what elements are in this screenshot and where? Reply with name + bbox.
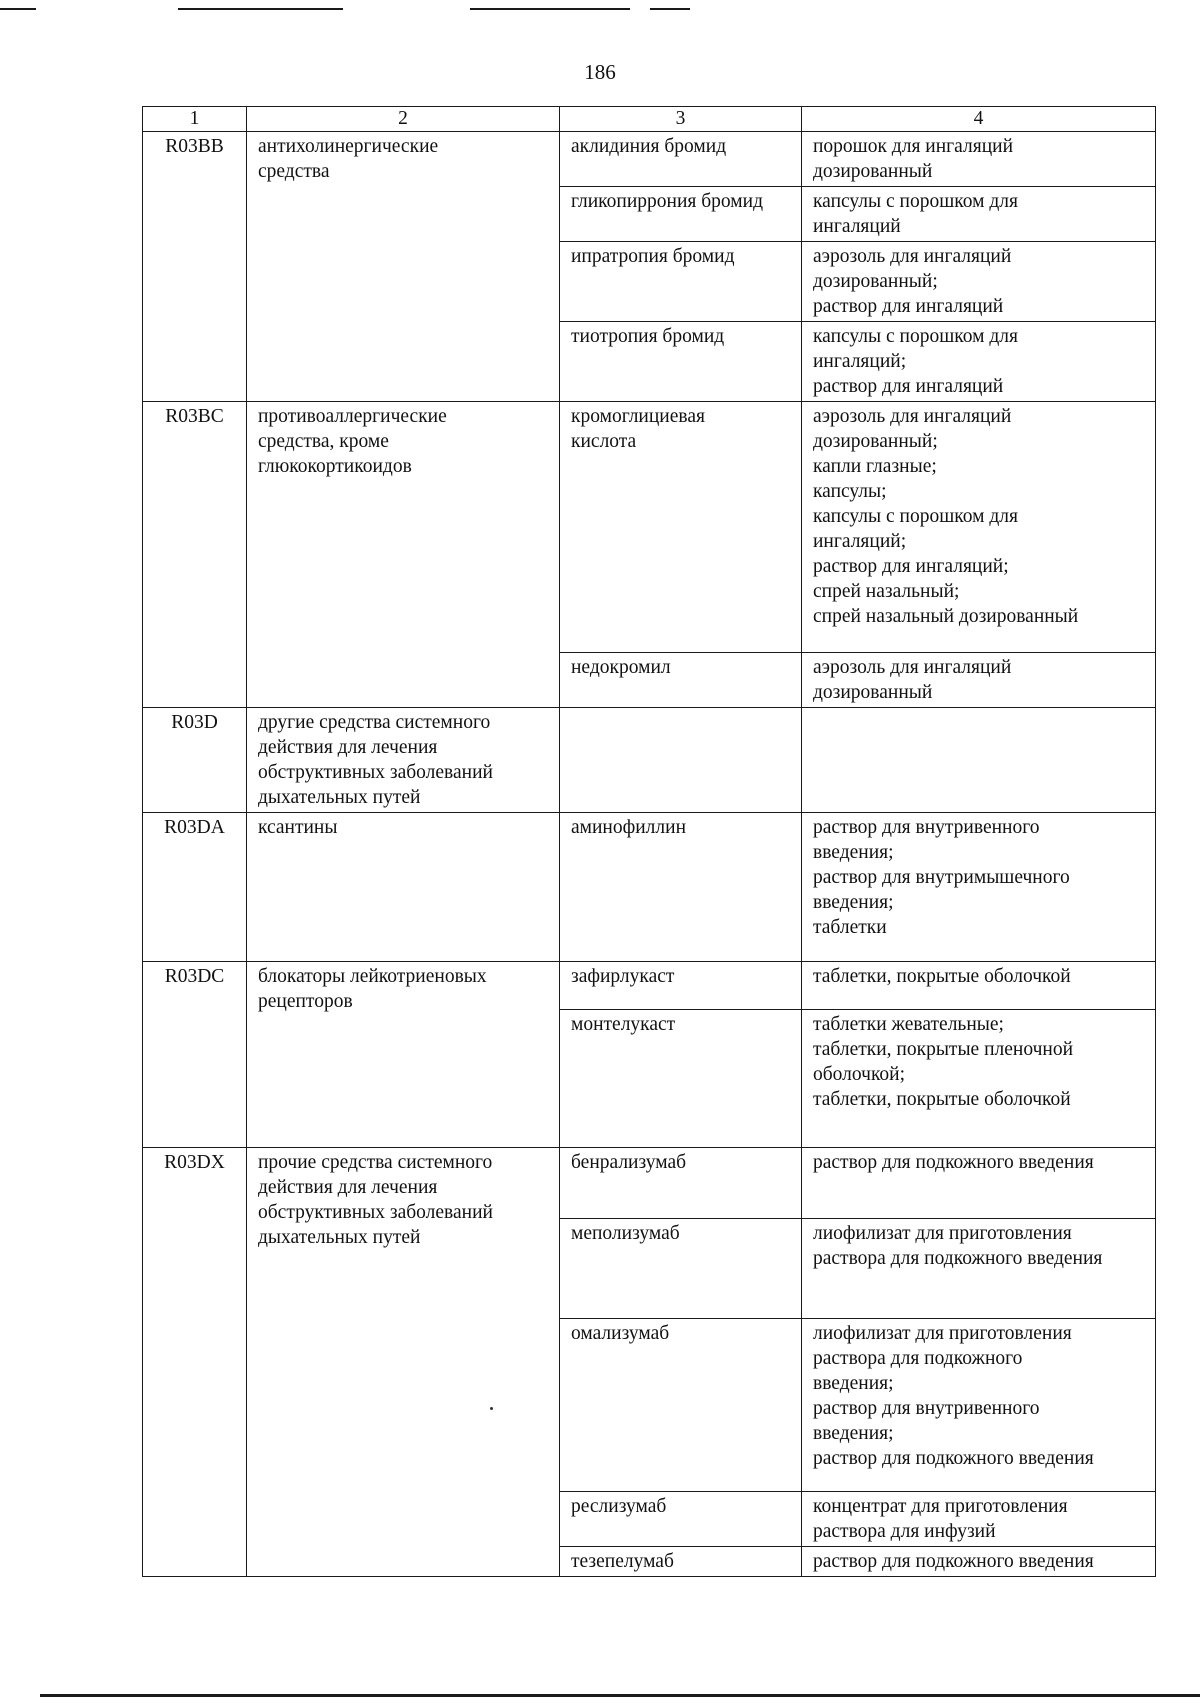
table-row [143, 1148, 1156, 1219]
substance-name: тезепелумаб [571, 1551, 674, 1572]
dosage-form-cell [802, 708, 1156, 813]
atc-group-name: ксантины [258, 817, 338, 838]
substance-cell [560, 1219, 802, 1319]
dosage-forms: аэрозоль для ингаляций дозированный; капли глазные; капсулы; капсулы с порошком для ингаляций; раствор для ингаляций; спрей назальный; спрей назальный дозированный [813, 406, 1079, 627]
substance-name: кромоглициевая кислота [571, 406, 705, 452]
substance-cell [560, 187, 802, 242]
substance-cell [560, 708, 802, 813]
dosage-form-cell [802, 962, 1156, 1010]
column-header-1: 1 [143, 107, 247, 132]
dosage-forms: таблетки, покрытые оболочкой [813, 966, 1071, 987]
atc-group-name-cell [247, 132, 560, 402]
column-header-2: 2 [247, 107, 560, 132]
substance-name: аклидиния бромид [571, 136, 727, 157]
atc-group-name: противоаллергические средства, кроме глюкокортикоидов [258, 406, 447, 477]
atc-group-name: прочие средства системного действия для лечения обструктивных заболеваний дыхательных путей [258, 1152, 493, 1248]
substance-name: бенрализумаб [571, 1152, 687, 1173]
dosage-form-cell [802, 1547, 1156, 1577]
substance-cell [560, 242, 802, 322]
substance-cell [560, 1492, 802, 1547]
substance-name: ипратропия бромид [571, 246, 735, 267]
dosage-forms: лиофилизат для приготовления раствора для подкожного введения; раствор для внутривенного введения; раствор для подкожного введения [813, 1323, 1094, 1469]
dosage-form-cell [802, 132, 1156, 187]
table-row [143, 708, 1156, 813]
substance-name: омализумаб [571, 1323, 670, 1344]
atc-code-cell [143, 402, 247, 708]
dosage-forms: аэрозоль для ингаляций дозированный; раствор для ингаляций [813, 246, 1012, 317]
dosage-forms: раствор для подкожного введения [813, 1551, 1094, 1572]
table-row [143, 402, 1156, 653]
atc-code: R03BC [165, 406, 224, 427]
atc-code-cell [143, 813, 247, 962]
table-row [143, 132, 1156, 187]
scan-edge-line [178, 8, 343, 10]
atc-code-cell [143, 132, 247, 402]
substance-cell [560, 813, 802, 962]
dosage-forms: капсулы с порошком для ингаляций; раствор для ингаляций [813, 326, 1018, 397]
atc-code: R03DA [164, 817, 225, 838]
dosage-forms: капсулы с порошком для ингаляций [813, 191, 1018, 237]
page-number: 186 [584, 60, 616, 84]
dosage-form-cell [802, 242, 1156, 322]
substance-cell [560, 653, 802, 708]
atc-drug-table [142, 106, 1156, 1577]
table-row [143, 813, 1156, 962]
dosage-forms: аэрозоль для ингаляций дозированный [813, 657, 1012, 703]
substance-cell [560, 322, 802, 402]
atc-code-cell [143, 708, 247, 813]
atc-code: R03DX [164, 1152, 225, 1173]
atc-group-name: антихолинергические средства [258, 136, 439, 182]
substance-name: меполизумаб [571, 1223, 680, 1244]
atc-code: R03BB [165, 136, 224, 157]
atc-group-name: блокаторы лейкотриеновых рецепторов [258, 966, 487, 1012]
atc-group-name-cell [247, 708, 560, 813]
dosage-forms: концентрат для приготовления раствора для инфузий [813, 1496, 1068, 1542]
substance-cell [560, 1319, 802, 1492]
substance-name: тиотропия бромид [571, 326, 725, 347]
column-header-4: 4 [802, 107, 1156, 132]
dosage-forms: таблетки жевательные; таблетки, покрытые пленочной оболочкой; таблетки, покрытые оболочкой [813, 1014, 1074, 1110]
substance-cell [560, 1148, 802, 1219]
substance-cell [560, 1547, 802, 1577]
atc-code: R03D [171, 712, 218, 733]
dosage-forms: раствор для подкожного введения [813, 1152, 1094, 1173]
column-header-3: 3 [560, 107, 802, 132]
atc-group-name-cell [247, 1148, 560, 1577]
dosage-form-cell [802, 1219, 1156, 1319]
atc-group-name-cell [247, 962, 560, 1148]
table-row [143, 962, 1156, 1010]
dosage-forms: лиофилизат для приготовления раствора для подкожного введения [813, 1223, 1103, 1269]
substance-cell [560, 1010, 802, 1148]
substance-name: зафирлукаст [571, 966, 675, 987]
substance-cell [560, 402, 802, 653]
scan-edge-line [650, 8, 690, 10]
dosage-form-cell [802, 1319, 1156, 1492]
scan-edge-line [0, 8, 36, 10]
atc-code: R03DC [164, 966, 225, 987]
atc-code-cell [143, 1148, 247, 1577]
dosage-form-cell [802, 653, 1156, 708]
atc-group-name: другие средства системного действия для лечения обструктивных заболеваний дыхательных путей [258, 712, 493, 808]
atc-code-cell [143, 962, 247, 1148]
dosage-form-cell [802, 813, 1156, 962]
atc-group-name-cell [247, 813, 560, 962]
substance-cell [560, 962, 802, 1010]
dosage-forms: порошок для ингаляций дозированный [813, 136, 1013, 182]
substance-name: реслизумаб [571, 1496, 667, 1517]
dosage-form-cell [802, 187, 1156, 242]
dosage-form-cell [802, 402, 1156, 653]
substance-name: гликопиррония бромид [571, 191, 763, 212]
atc-group-name-cell [247, 402, 560, 708]
substance-cell [560, 132, 802, 187]
scan-edge-line [40, 1694, 1200, 1697]
scan-edge-line [470, 8, 630, 10]
dosage-forms: раствор для внутривенного введения; раствор для внутримышечного введения; таблетки [813, 817, 1070, 938]
dosage-form-cell [802, 1492, 1156, 1547]
table-header-row [143, 107, 1156, 132]
substance-name: недокромил [571, 657, 671, 678]
substance-name: аминофиллин [571, 817, 687, 838]
substance-name: монтелукаст [571, 1014, 676, 1035]
dosage-form-cell [802, 1010, 1156, 1148]
dosage-form-cell [802, 322, 1156, 402]
dosage-form-cell [802, 1148, 1156, 1219]
